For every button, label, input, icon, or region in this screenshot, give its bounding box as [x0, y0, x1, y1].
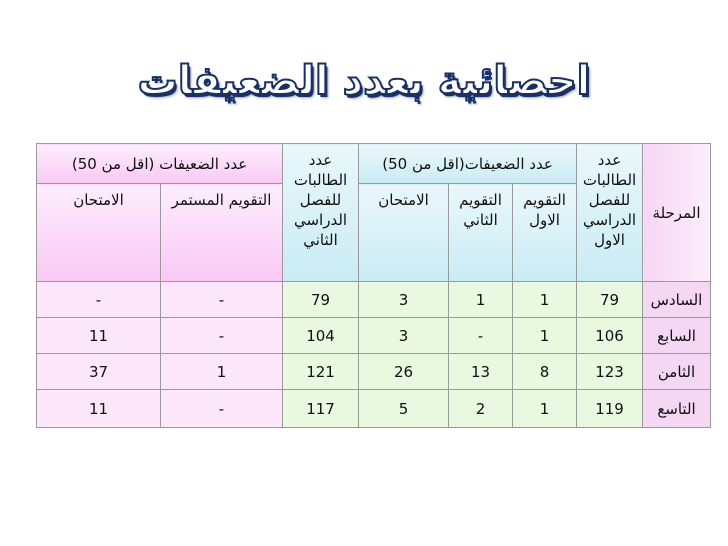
row-exam2: 37	[37, 354, 161, 390]
row-stage: التاسع	[643, 390, 711, 428]
row-students-sem1: 119	[577, 390, 643, 428]
header-eval2: التقويم الثاني	[449, 184, 513, 282]
row-students-sem1: 106	[577, 318, 643, 354]
row-exam2: 11	[37, 318, 161, 354]
table-row	[37, 282, 711, 318]
row-exam1: 3	[359, 282, 449, 318]
row-exam1: 3	[359, 318, 449, 354]
header-weak-group1: عدد الضعيفات(اقل من 50)	[359, 144, 577, 184]
row-eval1: 1	[513, 390, 577, 428]
row-exam1: 26	[359, 354, 449, 390]
header-weak-group2: عدد الضعيفات (اقل من 50)	[37, 144, 283, 184]
table-row	[37, 318, 711, 354]
header-exam2: الامتحان	[37, 184, 161, 282]
header-students-sem1: عدد الطالبات للفصل الدراسي الاول	[577, 144, 643, 282]
row-eval2: 13	[449, 354, 513, 390]
row-eval2: 1	[449, 282, 513, 318]
page-title: احصائية بعدد الضعيفات	[137, 58, 591, 104]
header-exam1: الامتحان	[359, 184, 449, 282]
row-continuous-eval: -	[161, 390, 283, 428]
weak-students-table	[36, 143, 711, 428]
row-continuous-eval: -	[161, 282, 283, 318]
row-eval1: 1	[513, 318, 577, 354]
row-exam2: -	[37, 282, 161, 318]
row-continuous-eval: -	[161, 318, 283, 354]
row-stage: السابع	[643, 318, 711, 354]
row-students-sem1: 79	[577, 282, 643, 318]
header-continuous-eval: التقويم المستمر	[161, 184, 283, 282]
row-stage: الثامن	[643, 354, 711, 390]
row-eval1: 1	[513, 282, 577, 318]
row-students-sem2: 104	[283, 318, 359, 354]
row-students-sem1: 123	[577, 354, 643, 390]
row-eval2: 2	[449, 390, 513, 428]
header-students-sem2: عدد الطالبات للفصل الدراسي الثاني	[283, 144, 359, 282]
row-students-sem2: 79	[283, 282, 359, 318]
header-stage: المرحلة	[643, 144, 711, 282]
row-students-sem2: 121	[283, 354, 359, 390]
row-stage: السادس	[643, 282, 711, 318]
row-students-sem2: 117	[283, 390, 359, 428]
row-eval1: 8	[513, 354, 577, 390]
row-continuous-eval: 1	[161, 354, 283, 390]
row-eval2: -	[449, 318, 513, 354]
row-exam1: 5	[359, 390, 449, 428]
table-row	[37, 390, 711, 428]
table-row	[37, 354, 711, 390]
row-exam2: 11	[37, 390, 161, 428]
header-eval1: التقويم الاول	[513, 184, 577, 282]
